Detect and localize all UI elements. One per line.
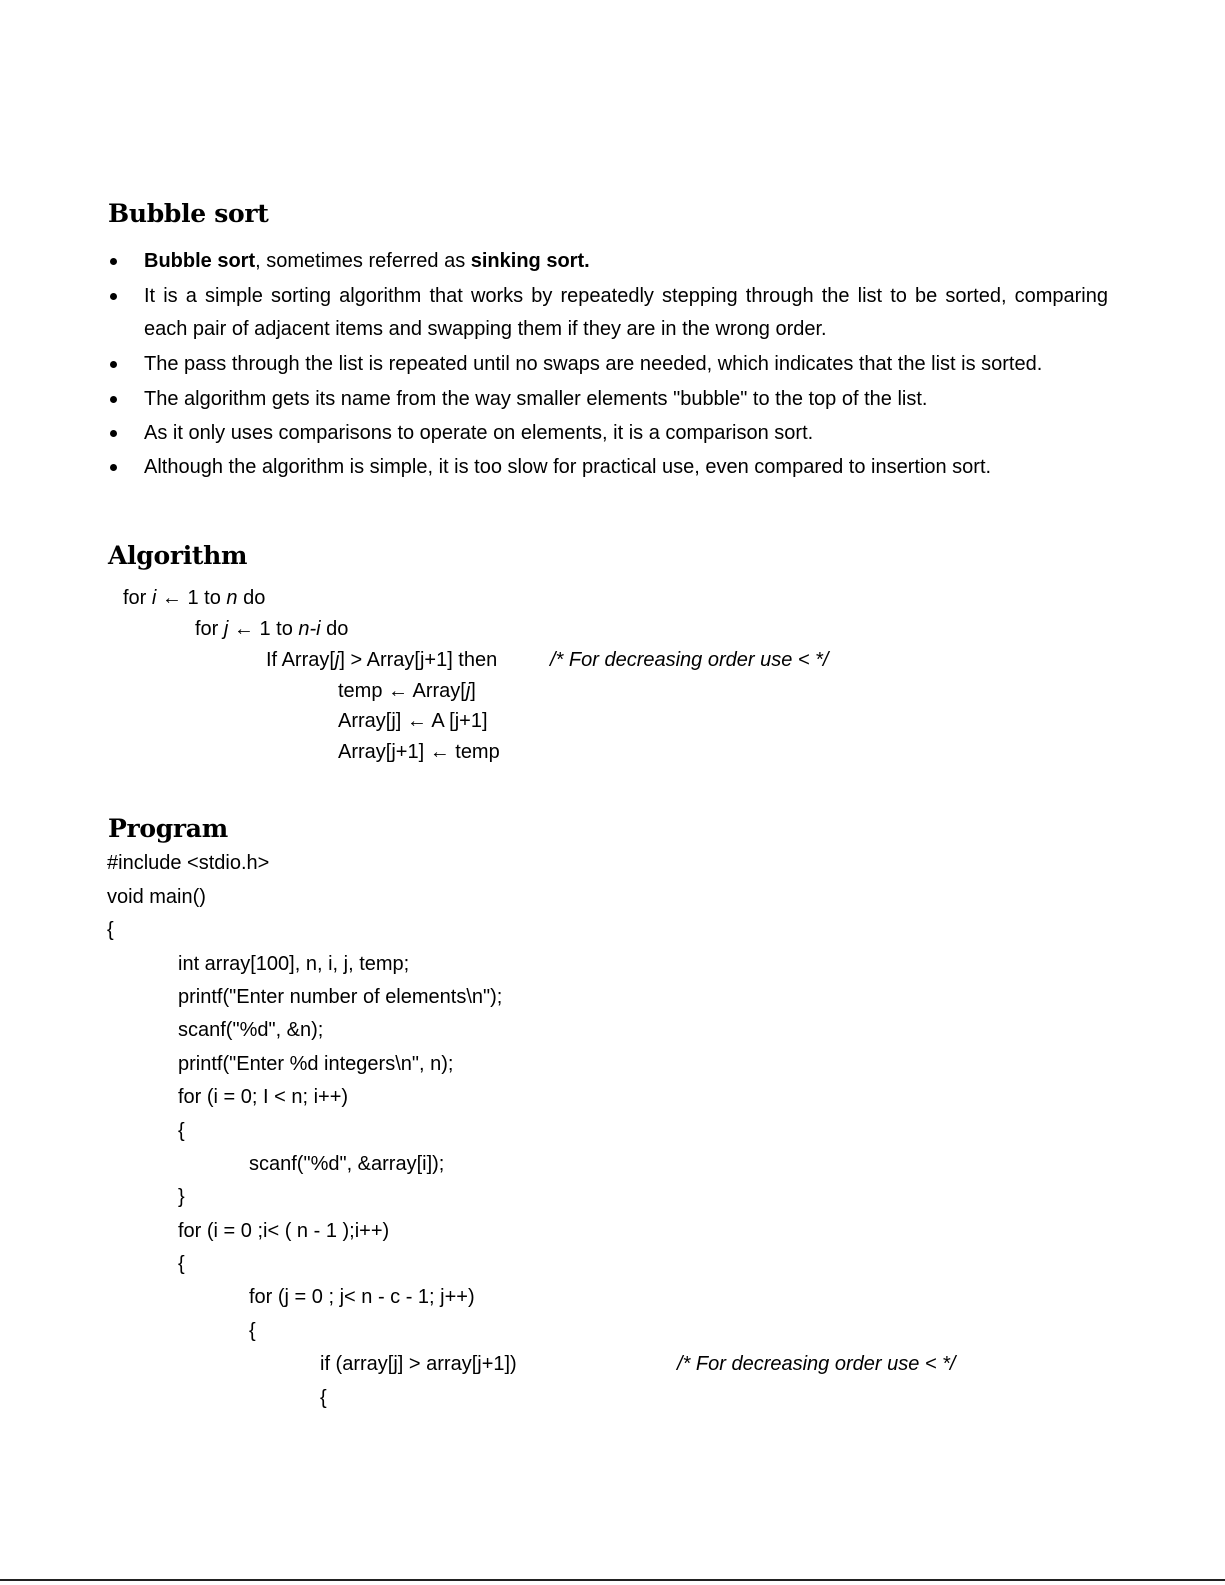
code-line: printf("Enter number of elements\n"); bbox=[178, 986, 503, 1008]
code-line: { bbox=[178, 1120, 185, 1142]
bullet-item: The algorithm gets its name from the way smaller elements "bubble" to the top of the list. bbox=[108, 383, 1108, 416]
bullet-item: The pass through the list is repeated until no swaps are needed, which indicates that the list is sorted. bbox=[108, 348, 1108, 381]
program-heading: Program bbox=[108, 814, 228, 843]
code-line: for (i = 0; I < n; i++) bbox=[178, 1086, 349, 1108]
algorithm-line: If Array[j] > Array[j+1] then bbox=[266, 649, 498, 671]
bullet-item: As it only uses comparisons to operate on elements, it is a comparison sort. bbox=[108, 417, 1108, 450]
page-bottom-rule bbox=[0, 1579, 1225, 1581]
code-line: if (array[j] > array[j+1]) bbox=[320, 1353, 517, 1375]
bold-term: sinking sort. bbox=[470, 250, 590, 272]
bullet-item: It is a simple sorting algorithm that works by repeatedly stepping through the list to be sorted, comparing each pair of adjacent items and swapping them if they are in the wrong order. bbox=[108, 280, 1108, 346]
code-line: printf("Enter %d integers\n", n); bbox=[178, 1053, 454, 1075]
code-line: scanf("%d", &n); bbox=[178, 1019, 324, 1041]
algorithm-line: Array[j+1] ← temp bbox=[338, 741, 500, 763]
algorithm-heading: Algorithm bbox=[108, 541, 248, 570]
bubble-sort-bullet-list bbox=[108, 245, 1108, 484]
algorithm-line: for i ← 1 to n do bbox=[123, 587, 266, 609]
code-line: { bbox=[107, 919, 114, 941]
code-line: { bbox=[178, 1253, 185, 1275]
bold-term: Bubble sort bbox=[144, 250, 256, 272]
algorithm-line: temp ← Array[j] bbox=[338, 680, 476, 702]
bullet-item: Although the algorithm is simple, it is too slow for practical use, even compared to insertion sort. bbox=[108, 451, 1108, 484]
code-line: for (j = 0 ; j< n - c - 1; j++) bbox=[249, 1286, 475, 1308]
code-line: int array[100], n, i, j, temp; bbox=[178, 953, 410, 975]
algorithm-line: Array[j] ← A [j+1] bbox=[338, 710, 488, 732]
code-line: { bbox=[249, 1320, 256, 1342]
bullet-item bbox=[108, 245, 1108, 278]
algorithm-line: for j ← 1 to n-i do bbox=[195, 618, 349, 640]
code-line: void main() bbox=[107, 886, 206, 908]
code-comment: /* For decreasing order use < */ bbox=[677, 1353, 956, 1375]
bubble-sort-heading: Bubble sort bbox=[108, 199, 269, 228]
code-line: for (i = 0 ;i< ( n - 1 );i++) bbox=[178, 1220, 390, 1242]
code-line: #include <stdio.h> bbox=[107, 852, 270, 874]
bullet-text: , sometimes referred as bbox=[255, 250, 471, 272]
algorithm-comment: /* For decreasing order use < */ bbox=[550, 649, 829, 671]
code-line: { bbox=[320, 1387, 327, 1409]
code-line: } bbox=[178, 1186, 185, 1208]
code-line: scanf("%d", &array[i]); bbox=[249, 1153, 445, 1175]
